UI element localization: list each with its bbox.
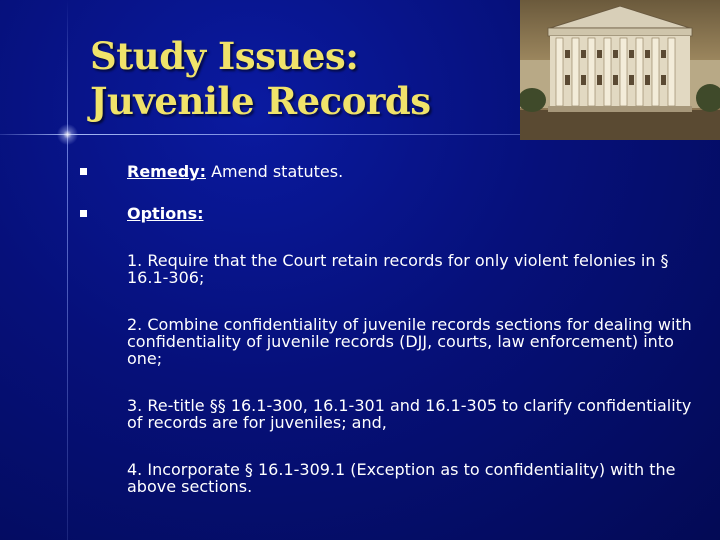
option-item: 4. Incorporate § 16.1-309.1 (Exception as to confidentiality) with the above sections. <box>127 460 676 496</box>
bullet-label: Options: <box>127 204 204 223</box>
option-item: 3. Re-title §§ 16.1-300, 16.1-301 and 16.1-305 to clarify confidentiality of records are for juveniles; and, <box>127 396 692 432</box>
bullet-body: Amend statutes. <box>205 162 344 181</box>
bullet-text <box>127 204 204 223</box>
content-area <box>80 160 700 495</box>
decorative-vertical-line <box>67 0 68 540</box>
square-bullet-icon <box>80 210 87 217</box>
capitol-building-image <box>520 0 720 140</box>
bullet-remedy <box>80 160 700 190</box>
title-line-2: Juvenile Records <box>90 79 431 123</box>
option-item: 2. Combine confidentiality of juvenile records sections for dealing with confidentiality of juvenile records (DJJ, courts, law enforcement) into one; <box>127 315 692 368</box>
slide-title <box>90 34 431 124</box>
bullet-label: Remedy: <box>127 162 206 181</box>
square-bullet-icon <box>80 168 87 175</box>
bullet-options <box>80 202 700 232</box>
option-item: 1. Require that the Court retain records for only violent felonies in § 16.1-306; <box>127 251 669 287</box>
title-line-1: Study Issues: <box>90 34 359 78</box>
bullet-text <box>127 162 343 181</box>
sparkle-icon <box>55 122 80 147</box>
